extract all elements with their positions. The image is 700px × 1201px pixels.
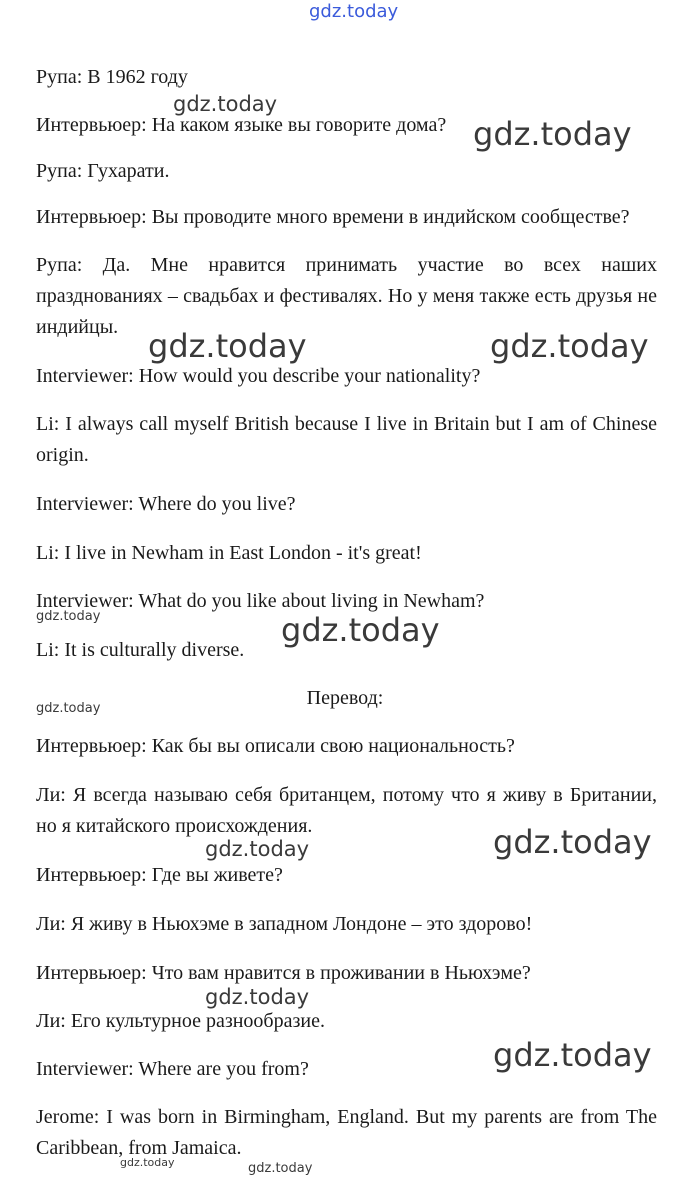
watermark: gdz.today [473,115,632,153]
watermark: gdz.today [205,985,310,1009]
paragraph: Интервьюер: Где вы живете? [36,864,283,886]
paragraph: Ли: Я всегда называю себя британцем, потому что я живу в Британии, но я китайского происхождения. [36,784,657,837]
watermark: gdz.today [493,1036,652,1074]
watermark-top: gdz.today [309,1,399,22]
watermark: gdz.today [248,1161,313,1176]
section-heading: Перевод: [306,687,384,709]
paragraph: Рупа: В 1962 году [36,66,188,88]
paragraph: Рупа: Да. Мне нравится принимать участие во всех наших празднованиях – свадьбах и фестивалях. Но у меня также есть друзья не индийцы. [36,254,657,338]
paragraph: Jerome: I was born in Birmingham, England. But my parents are from The Caribbean, from Jamaica. [36,1106,657,1159]
paragraph: Interviewer: How would you describe your nationality? [36,365,481,387]
paragraph: Interviewer: Where are you from? [36,1058,309,1080]
watermark: gdz.today [148,327,307,365]
paragraph: Ли: Я живу в Ньюхэме в западном Лондоне – это здорово! [36,913,533,935]
watermark: gdz.today [120,1156,175,1169]
watermark: gdz.today [493,823,652,861]
watermark: gdz.today [36,609,101,624]
paragraph: Интервьюер: Вы проводите много времени в индийском сообществе? [36,206,630,228]
paragraph: Interviewer: What do you like about living in Newham? [36,590,485,612]
watermark: gdz.today [36,701,101,716]
watermark: gdz.today [490,327,649,365]
paragraph: Li: I live in Newham in East London - it's great! [36,542,422,564]
watermark: gdz.today [281,611,440,649]
paragraph: Интервьюер: На каком языке вы говорите дома? [36,114,447,136]
paragraph: Ли: Его культурное разнообразие. [36,1010,325,1032]
paragraph: Li: It is culturally diverse. [36,639,245,661]
paragraph: Рупа: Гухарати. [36,160,170,182]
paragraph: Li: I always call myself British because I live in Britain but I am of Chinese origin. [36,413,657,466]
paragraph: Interviewer: Where do you live? [36,493,296,515]
watermark: gdz.today [173,92,278,116]
paragraph: Интервьюер: Как бы вы описали свою национальность? [36,735,515,757]
watermark: gdz.today [205,837,310,861]
paragraph: Интервьюер: Что вам нравится в проживании в Ньюхэме? [36,962,531,984]
